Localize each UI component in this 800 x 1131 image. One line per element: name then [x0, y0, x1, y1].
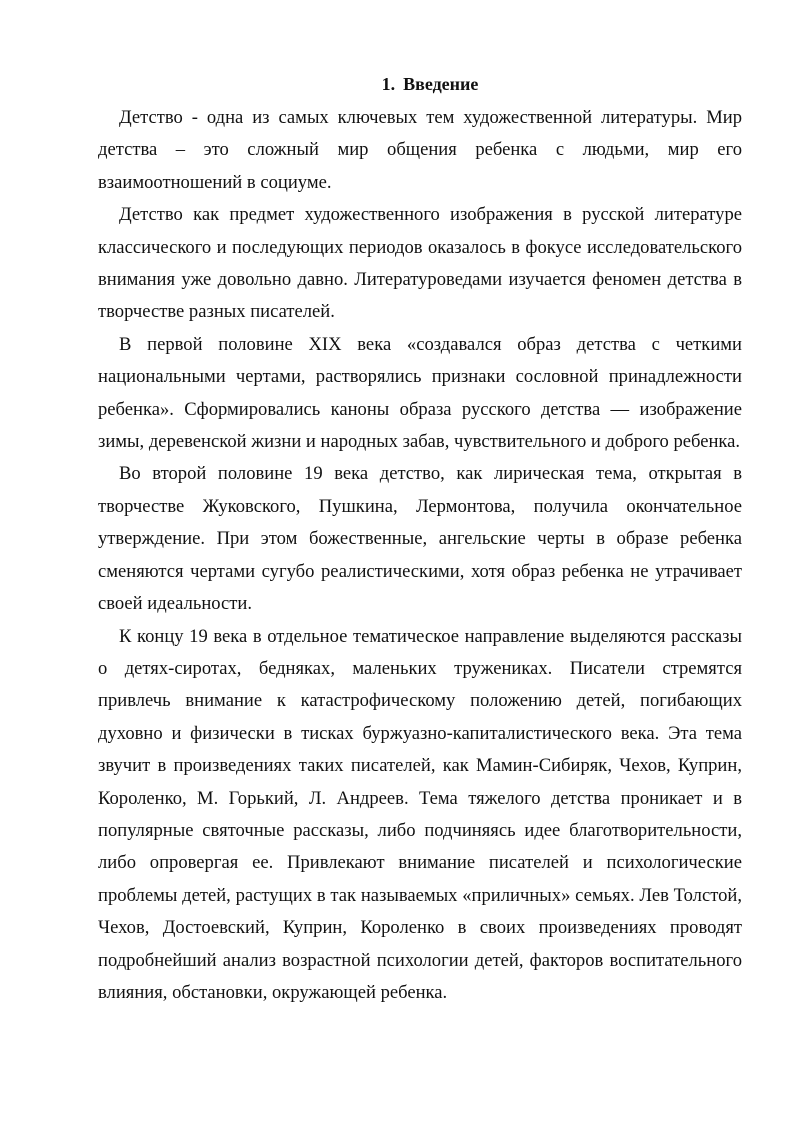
paragraph-3: В первой половине XIX века «создавался образ детства с четкими национальными чертами, растворялись признаки сословной принадлежности ребенка». Сформировались каноны образа русского детства — изображение зимы, деревенской жизни и народных забав, чувствительного и доброго ребенка.	[98, 333, 742, 453]
section-title: Введение	[403, 74, 479, 94]
paragraph-4: Во второй половине 19 века детство, как лирическая тема, открытая в творчестве Жуковского, Пушкина, Лермонтова, получила окончательное утверждение. При этом божественные, ангельские черты в образе ребенка сменяются чертами сугубо реалистическими, хотя образ ребенка не утрачивает своей идеальности.	[98, 463, 742, 615]
paragraph-1: Детство - одна из самых ключевых тем художественной литературы. Мир детства – это сложный мир общения ребенка с людьми, мир его взаимоотношений в социуме.	[98, 107, 742, 193]
paragraph-5: К концу 19 века в отдельное тематическое направление выделяются рассказы о детях-сиротах, бедняках, маленьких тружениках. Писатели стремятся привлечь внимание к катастрофическому положению детей, погибающих духовно и физически в тисках буржуазно-капиталистического века. Эта тема звучит в произведениях таких писателей, как Мамин-Сибиряк, Чехов, Куприн, Короленко, М. Горький, Л. Андреев. Тема тяжелого детства проникает и в популярные святочные рассказы, либо подчиняясь идее благотворительности, либо опровергая ее. Привлекают внимание писателей и психологические проблемы детей, растущих в так называемых «приличных» семьях. Лев Толстой, Чехов, Достоевский, Куприн, Короленко в своих произведениях проводят подробнейший анализ возрастной психологии детей, факторов воспитательного влияния, обстановки, окружающей ребенка.	[98, 625, 742, 1003]
section-number: 1.	[381, 74, 396, 94]
section-heading	[98, 72, 742, 96]
document-page	[98, 72, 742, 1009]
paragraph-2: Детство как предмет художественного изображения в русской литературе классического и последующих периодов оказалось в фокусе исследовательского внимания уже довольно давно. Литературоведами изучается феномен детства в творчестве разных писателей.	[98, 204, 742, 323]
